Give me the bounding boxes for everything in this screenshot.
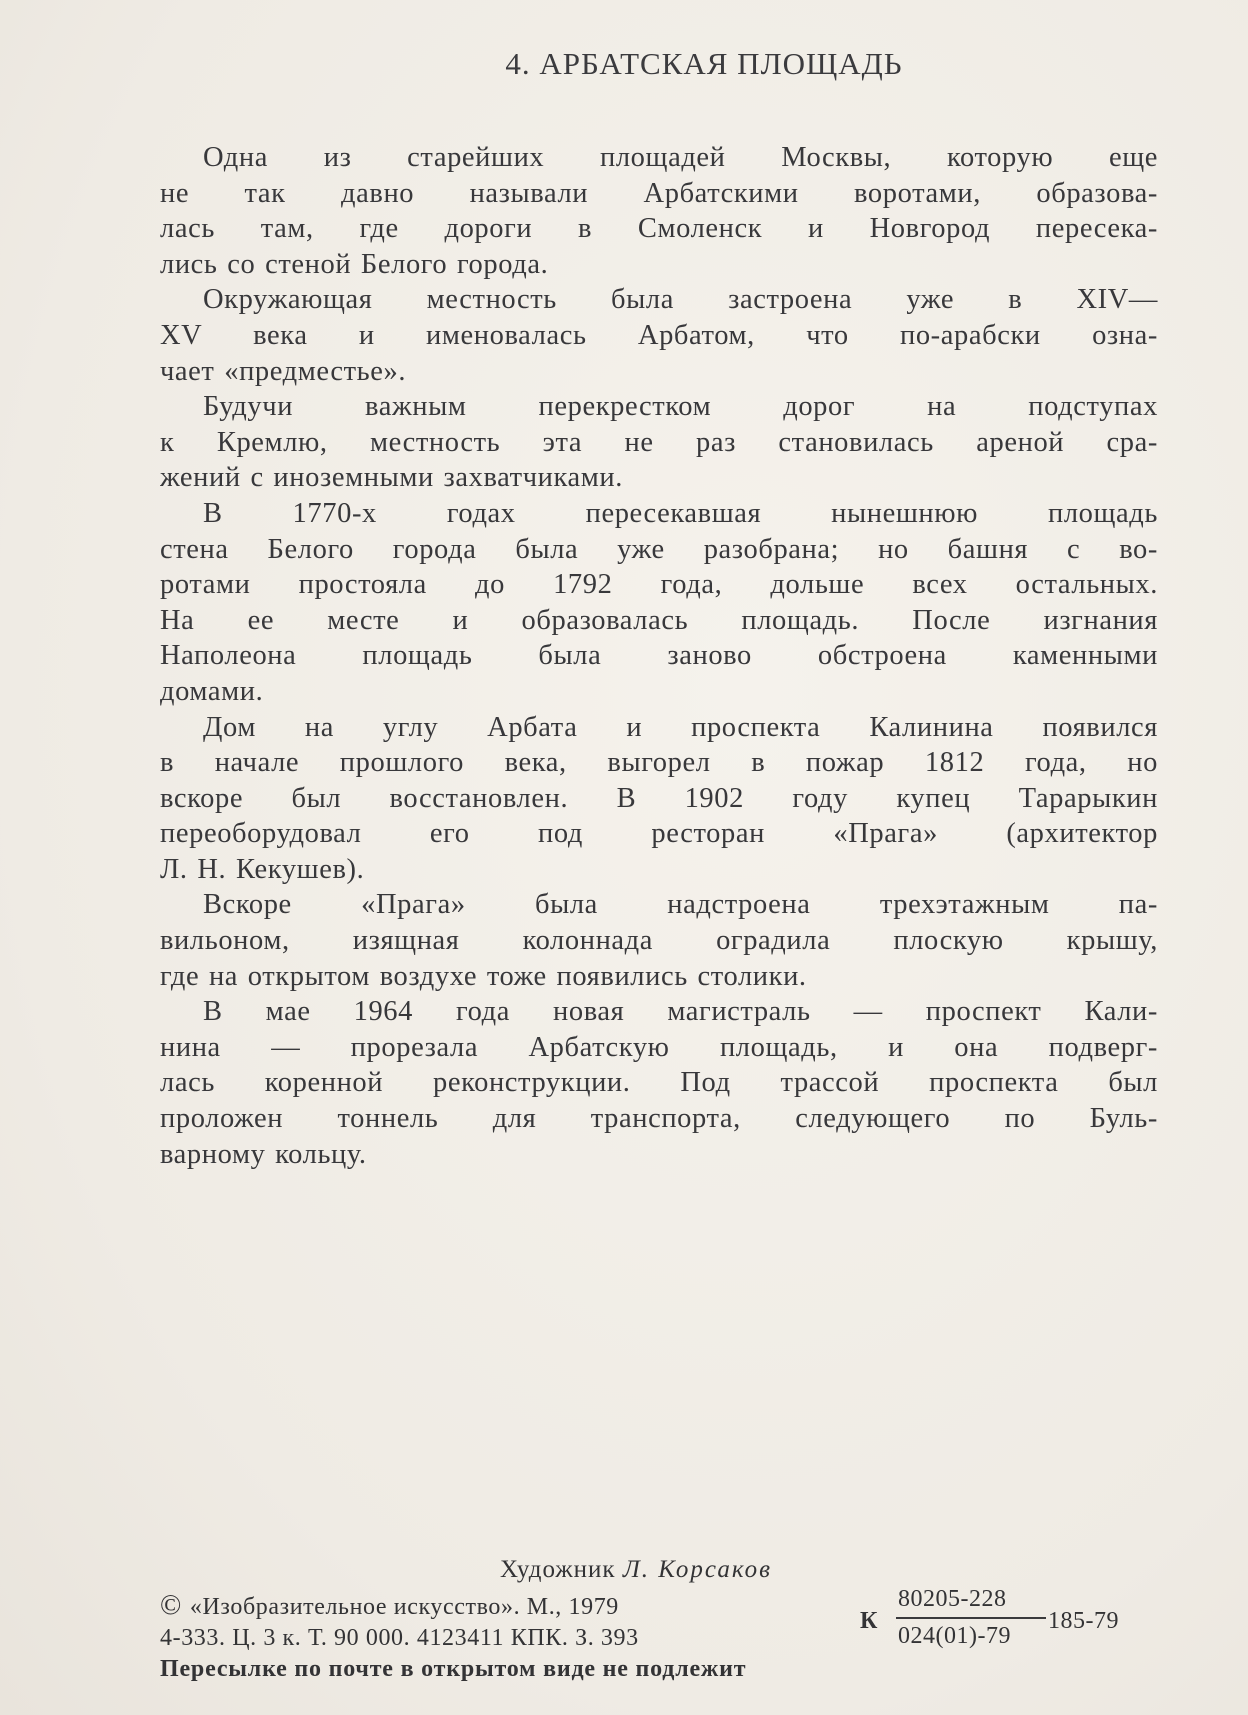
artist-name: Л. Корсаков	[622, 1556, 772, 1583]
article-body	[160, 140, 1158, 1172]
text-line: вильоном, изящная колоннада оградила плоскую крышу,	[160, 925, 1158, 957]
text-line: Будучи важным перекрестком дорог на подступах	[203, 391, 1158, 423]
mail-notice: Пересылке по почте в открытом виде не подлежит	[160, 1656, 747, 1682]
index-letter: К	[860, 1608, 878, 1634]
text-line: стена Белого города была уже разобрана; но башня с во-	[160, 533, 1158, 565]
text-line: Наполеона площадь была заново обстроена каменными	[160, 640, 1158, 672]
text-line: варному кольцу.	[160, 1138, 367, 1170]
fraction-rule	[896, 1617, 1046, 1619]
paragraph	[160, 282, 1158, 389]
paragraph	[160, 140, 1158, 282]
artist-credit	[500, 1556, 772, 1584]
print-codes: 4-333. Ц. 3 к. Т. 90 000. 4123411 КПК. З. 393	[160, 1625, 639, 1651]
text-line: В 1770-х годах пересекавшая нынешнюю площадь	[203, 497, 1158, 529]
text-line: На ее месте и образовалась площадь. После изгнания	[160, 604, 1158, 636]
text-line: ротами простояла до 1792 года, дольше всех остальных.	[160, 569, 1158, 601]
text-line: Окружающая местность была застроена уже в XIV—	[203, 284, 1158, 316]
publisher-line	[160, 1590, 619, 1622]
paragraph	[160, 887, 1158, 994]
text-line: лись со стеной Белого города.	[160, 248, 549, 280]
text-line: к Кремлю, местность эта не раз становилась ареной сра-	[160, 426, 1158, 458]
paragraph	[160, 389, 1158, 496]
artist-label: Художник	[500, 1556, 616, 1583]
text-line: Вскоре «Прага» была надстроена трехэтажным па-	[203, 889, 1158, 921]
text-line: вскоре был восстановлен. В 1902 году купец Тарарыкин	[160, 782, 1158, 814]
index-tail: 185-79	[1048, 1608, 1119, 1634]
text-line: чает «предместье».	[160, 355, 407, 387]
copyright-icon: ©	[160, 1590, 182, 1621]
text-line: не так давно называли Арбатскими воротами, образова-	[160, 177, 1158, 209]
text-line: в начале прошлого века, выгорел в пожар 1812 года, но	[160, 747, 1158, 779]
paragraph	[160, 496, 1158, 710]
text-line: Л. Н. Кекушев).	[160, 853, 365, 885]
text-line: В мае 1964 года новая магистраль — проспект Кали-	[203, 996, 1158, 1028]
text-line: лась коренной реконструкции. Под трассой проспекта был	[160, 1067, 1158, 1099]
text-line: Одна из старейших площадей Москвы, которую еще	[203, 142, 1158, 173]
index-denominator: 024(01)-79	[898, 1623, 1011, 1649]
text-line: XV века и именовалась Арбатом, что по-арабски озна-	[160, 319, 1158, 351]
paragraph	[160, 710, 1158, 888]
text-line: лась там, где дороги в Смоленск и Новгород пересека-	[160, 213, 1158, 245]
text-line: переоборудовал его под ресторан «Прага» (архитектор	[160, 818, 1158, 850]
text-line: Дом на углу Арбата и проспекта Калинина появился	[203, 711, 1158, 743]
text-line: где на открытом воздухе тоже появились столики.	[160, 960, 807, 992]
index-numerator: 80205-228	[898, 1586, 1007, 1612]
text-line: домами.	[160, 675, 264, 707]
text-line: жений с иноземными захватчиками.	[160, 462, 623, 494]
text-line: проложен тоннель для транспорта, следующего по Буль-	[160, 1103, 1158, 1135]
text-line: нина — прорезала Арбатскую площадь, и она подверг-	[160, 1031, 1158, 1063]
paragraph	[160, 994, 1158, 1172]
page-title: 4. АРБАТСКАЯ ПЛОЩАДЬ	[505, 46, 903, 81]
publisher-text: «Изобразительное искусство». М., 1979	[189, 1594, 619, 1620]
